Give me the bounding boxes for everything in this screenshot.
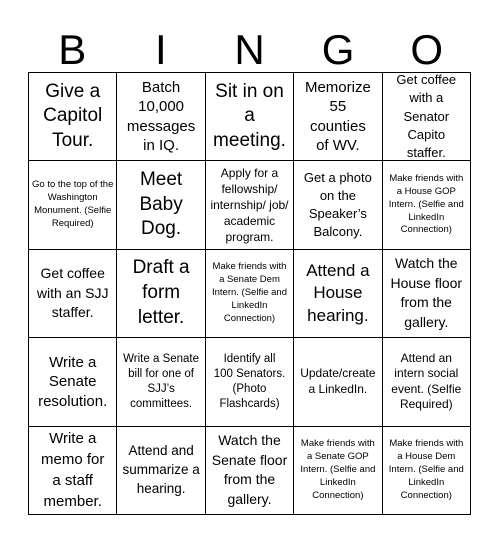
bingo-cell[interactable] <box>206 161 294 249</box>
cell-text: Attend an intern social event. (Selfie Required) <box>391 350 462 412</box>
cell-text: Update/create a LinkedIn. <box>300 366 376 396</box>
bingo-cell[interactable] <box>206 250 294 338</box>
bingo-cell[interactable] <box>117 427 205 515</box>
bingo-board <box>28 72 471 515</box>
header-letter-g: G <box>321 26 355 73</box>
cell-text: Identify all 100 Senators. (Photo Flashcards) <box>213 353 286 410</box>
bingo-cell[interactable] <box>383 250 471 338</box>
cell-text: Get a photo on the Speaker’s Balcony. <box>303 169 372 240</box>
bingo-cell[interactable] <box>294 427 382 515</box>
bingo-header <box>28 24 471 76</box>
bingo-cell[interactable] <box>117 161 205 249</box>
cell-text: Meet Baby Dog. <box>139 169 183 240</box>
cell-text: Attend and summarize a hearing. <box>122 442 200 496</box>
bingo-cell[interactable] <box>383 73 471 161</box>
cell-text: Get coffee with an SJJ staffer. <box>36 265 109 321</box>
bingo-cell[interactable] <box>294 161 382 249</box>
bingo-cell[interactable] <box>29 161 117 249</box>
bingo-cell[interactable] <box>29 250 117 338</box>
cell-text: Give a Capitol Tour. <box>43 80 103 152</box>
bingo-cell[interactable] <box>117 338 205 426</box>
cell-text: Memorize 55 counties of WV. <box>304 78 371 155</box>
bingo-cell[interactable] <box>117 73 205 161</box>
bingo-cell[interactable] <box>383 427 471 515</box>
cell-text: Make friends with a House Dem Intern. (Selfie and LinkedIn Connection) <box>388 438 464 501</box>
cell-text: Write a Senate bill for one of SJJ’s committees. <box>123 353 200 410</box>
cell-text: Go to the top of the Washington Monument. (Selfie Required) <box>32 179 114 229</box>
bingo-cell[interactable] <box>294 73 382 161</box>
bingo-cell[interactable] <box>294 338 382 426</box>
header-letter-b: B <box>58 26 87 73</box>
cell-text: Batch 10,000 messages in IQ. <box>126 78 196 155</box>
bingo-cell[interactable] <box>117 250 205 338</box>
cell-text: Make friends with a Senate Dem Intern. (Selfie and LinkedIn Connection) <box>211 261 287 324</box>
cell-text: Write a Senate resolution. <box>38 353 108 410</box>
cell-text: Draft a form letter. <box>132 257 190 328</box>
header-letter-n: N <box>234 26 265 73</box>
bingo-cell[interactable] <box>29 338 117 426</box>
cell-text: Get coffee with a Senator Capito staffer. <box>396 73 457 160</box>
cell-text: Make friends with a Senate GOP Intern. (Selfie and LinkedIn Connection) <box>300 438 376 501</box>
cell-text: Attend a House hearing. <box>306 261 370 325</box>
cell-text: Write a memo for a staff member. <box>41 430 105 511</box>
cell-text: Watch the Senate floor from the gallery. <box>211 432 288 507</box>
bingo-cell[interactable] <box>206 427 294 515</box>
bingo-cell[interactable] <box>206 338 294 426</box>
bingo-cell[interactable] <box>29 73 117 161</box>
bingo-cell[interactable] <box>383 338 471 426</box>
cell-text: Make friends with a House GOP Intern. (Selfie and LinkedIn Connection) <box>388 173 464 236</box>
cell-text: Sit in on a meeting. <box>213 80 286 152</box>
bingo-cell[interactable] <box>29 427 117 515</box>
cell-text: Watch the House floor from the gallery. <box>390 255 463 331</box>
cell-text: Apply for a fellowship/ internship/ job/ academic program. <box>210 165 289 245</box>
bingo-cell[interactable] <box>294 250 382 338</box>
bingo-cell[interactable] <box>206 73 294 161</box>
header-letter-i: I <box>155 26 167 73</box>
header-letter-o: O <box>410 26 443 73</box>
bingo-cell[interactable] <box>383 161 471 249</box>
